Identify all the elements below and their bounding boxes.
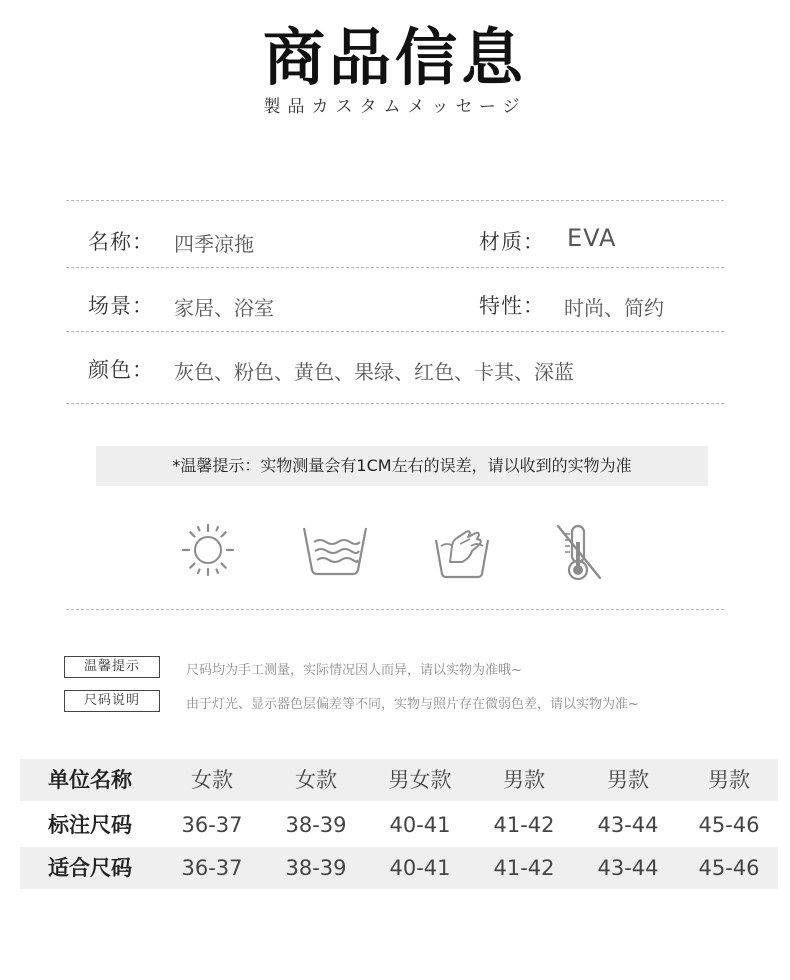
table-cell: 40-41 [389, 813, 451, 837]
table-cell: 38-39 [285, 813, 347, 837]
color-label: 颜色： [88, 358, 154, 382]
table-cell: 45-46 [698, 856, 760, 880]
tip-tag-warm: 温馨提示 [64, 656, 160, 678]
page-title: 商品信息 [262, 21, 527, 94]
table-cell: 38-39 [285, 856, 347, 880]
no-high-temperature-icon [552, 520, 616, 584]
gentle-wash-icon [432, 520, 496, 584]
table-cell: 40-41 [389, 856, 451, 880]
divider [66, 403, 724, 404]
table-row [20, 847, 778, 889]
notice-text: *温馨提示：实物测量会有1CM左右的误差，请以收到的实物为准 [172, 456, 632, 475]
divider [66, 331, 724, 332]
table-cell: 36-37 [181, 856, 243, 880]
table-header-cell: 男款 [503, 768, 545, 792]
table-header-cell: 男女款 [388, 768, 452, 792]
table-row [20, 804, 778, 846]
material-value: EVA [567, 224, 617, 252]
tip-text-warm: 尺码均为手工测量，实际情况因人而异，请以实物为准哦~ [186, 663, 522, 678]
color-value: 灰色、粉色、黄色、果绿、红色、卡其、深蓝 [174, 360, 574, 384]
name-label: 名称： [88, 230, 154, 254]
table-cell: 41-42 [493, 813, 555, 837]
table-header-cell: 女款 [191, 768, 233, 792]
sun-icon [176, 520, 240, 584]
feature-value: 时尚、简约 [564, 296, 664, 320]
divider [66, 267, 724, 268]
material-label: 材质： [479, 230, 545, 254]
page-subtitle: 製品カスタムメッセージ [263, 97, 527, 117]
table-header-cell: 女款 [295, 768, 337, 792]
name-value: 四季凉拖 [174, 232, 254, 256]
scene-label: 场景： [88, 294, 154, 318]
table-cell: 45-46 [698, 813, 760, 837]
hand-wash-icon [300, 520, 364, 584]
table-cell: 标注尺码 [48, 813, 132, 837]
tip-tag-size: 尺码说明 [64, 690, 160, 712]
scene-value: 家居、浴室 [174, 296, 274, 320]
table-cell: 适合尺码 [48, 856, 132, 880]
table-header-row [20, 759, 778, 801]
tip-text-size: 由于灯光、显示器色层偏差等不同，实物与照片存在微弱色差，请以实物为准~ [186, 697, 639, 712]
table-header-cell: 男款 [708, 768, 750, 792]
feature-label: 特性： [479, 294, 545, 318]
table-cell: 43-44 [597, 813, 659, 837]
table-cell: 43-44 [597, 856, 659, 880]
divider [66, 200, 724, 201]
divider [66, 609, 724, 610]
table-cell: 41-42 [493, 856, 555, 880]
table-header-cell: 单位名称 [48, 768, 132, 792]
table-header-cell: 男款 [607, 768, 649, 792]
table-cell: 36-37 [181, 813, 243, 837]
